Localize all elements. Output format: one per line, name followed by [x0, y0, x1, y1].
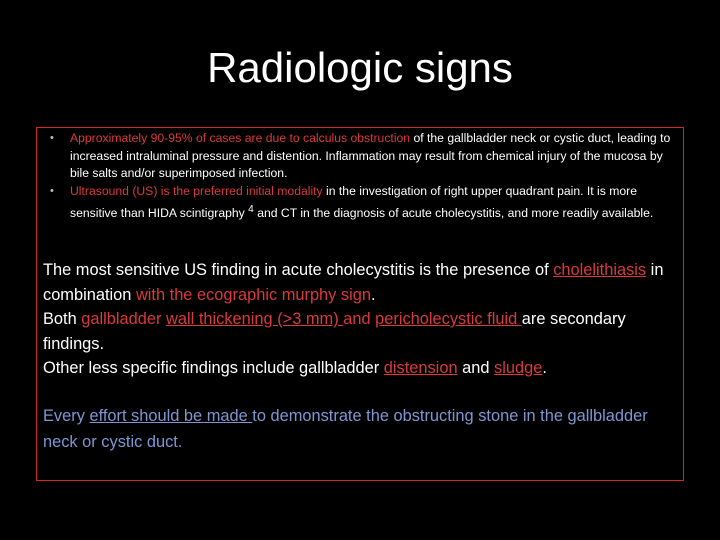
- bullet-highlight: Ultrasound (US) is the preferred initial modality: [70, 184, 323, 199]
- term-sludge: sludge: [494, 359, 543, 377]
- bullet-text: and CT in the diagnosis of acute cholecystitis, and more readily available.: [253, 205, 654, 220]
- slide-title: Radiologic signs: [207, 44, 513, 91]
- text: are secondary findings.: [43, 310, 626, 353]
- term-effort: effort should be made: [89, 407, 253, 425]
- bullet-list: [50, 130, 676, 223]
- bullet-dot-icon: •: [50, 132, 54, 144]
- text: .: [371, 285, 376, 304]
- term-pericholecystic-fluid: pericholecystic fluid: [375, 310, 522, 328]
- text: Every: [43, 407, 90, 425]
- text: Other less specific findings include gallbladder: [43, 359, 384, 377]
- term-distension: distension: [383, 359, 458, 377]
- text: The most sensitive US finding in acute cholecystitis is the presence of: [43, 261, 554, 279]
- term-gallbladder: gallbladder: [81, 310, 162, 328]
- bullet-dot-icon: •: [50, 185, 54, 198]
- text: to demonstrate the obstructing stone in the gallbladder neck or cystic duct.: [43, 407, 648, 451]
- conclusion-paragraph: [43, 404, 673, 455]
- bullet-item: [50, 130, 676, 183]
- finding-paragraph: [43, 307, 673, 356]
- text: in combination: [43, 261, 664, 304]
- citation-superscript: 4: [248, 203, 254, 215]
- bullet-text: in the investigation of right upper quadrant pain. It is more sensitive than HIDA scintigraphy: [70, 184, 638, 220]
- finding-paragraph: [43, 356, 673, 381]
- main-findings: [43, 258, 673, 381]
- term-murphy-sign: with the ecographic murphy sign: [135, 285, 371, 304]
- bullet-text: of the gallbladder neck or cystic duct, leading to increased intraluminal pressure and distention. Inflammation may result from chemical injury of the mucosa by bile salts and/or superimposed infection.: [70, 131, 671, 181]
- term-wall-thickening: wall thickening (>3 mm): [166, 310, 344, 328]
- finding-paragraph: [43, 258, 673, 307]
- text: and: [457, 359, 495, 377]
- bullet-item: [50, 183, 676, 222]
- term-cholelithiasis: cholelithiasis: [553, 261, 647, 279]
- text: .: [542, 359, 547, 377]
- bullet-highlight: Approximately 90-95% of cases are due to calculus obstruction: [70, 131, 411, 145]
- term-and: and: [343, 310, 376, 328]
- text: Both: [43, 310, 82, 328]
